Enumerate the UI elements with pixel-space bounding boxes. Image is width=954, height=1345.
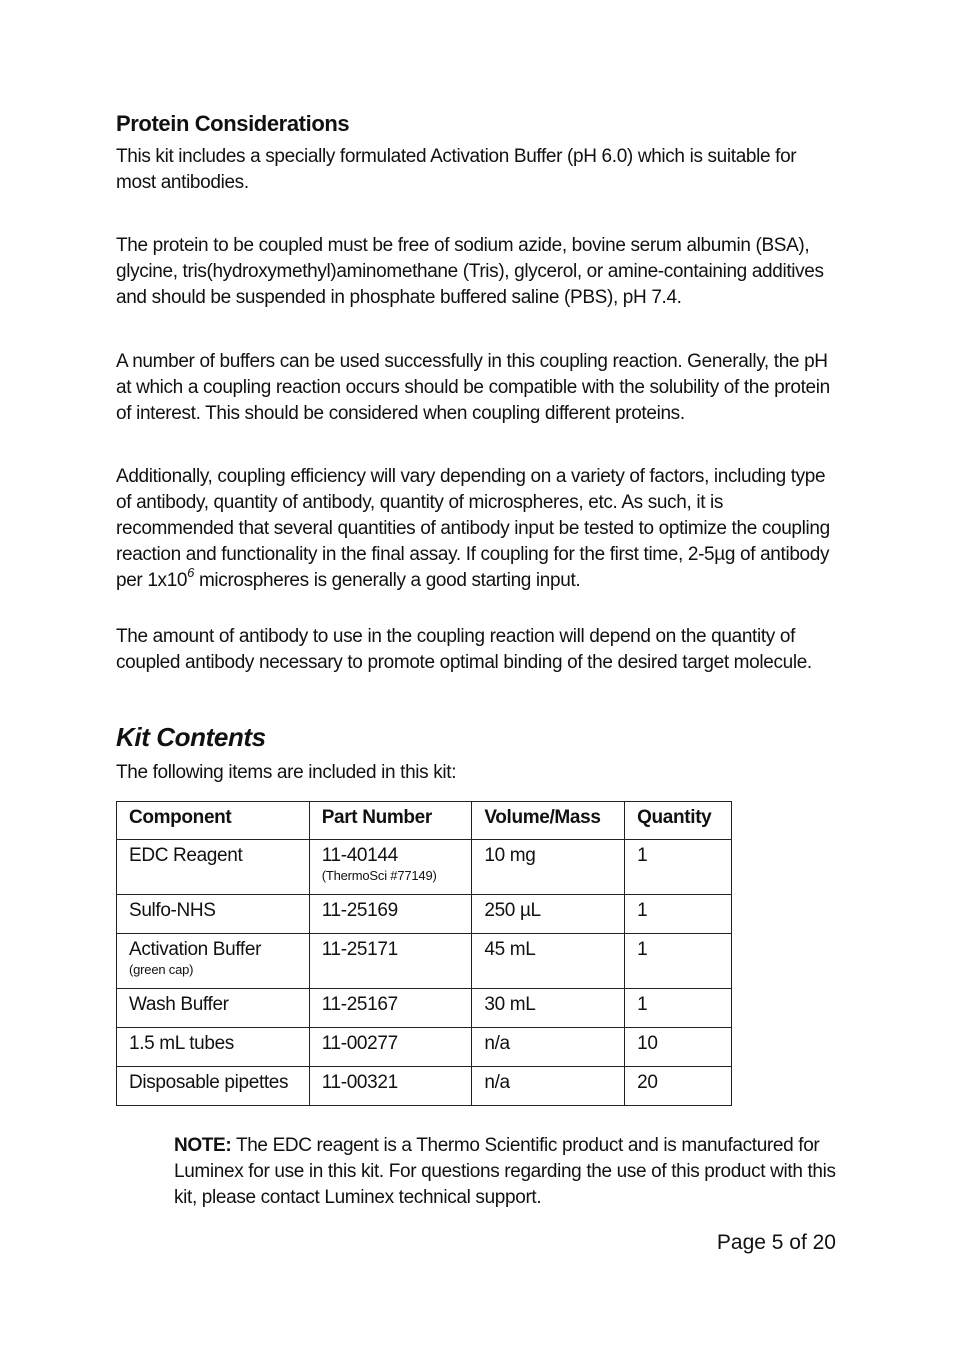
volume-cell: 30 mL	[472, 989, 625, 1028]
component-name: EDC Reagent	[129, 845, 243, 866]
component-cell: Wash Buffer	[117, 989, 310, 1028]
page-number: Page 5 of 20	[716, 1231, 836, 1254]
quantity-cell: 1	[625, 989, 732, 1028]
table-row	[117, 1028, 732, 1067]
part-number-cell: 11-25167	[309, 989, 472, 1028]
quantity-cell: 1	[625, 840, 732, 895]
volume-cell: n/a	[472, 1028, 625, 1067]
column-header: Quantity	[625, 802, 732, 840]
part-number-cell	[309, 840, 472, 895]
volume-cell: 250 µL	[472, 895, 625, 934]
protein-paragraph-3: A number of buffers can be used successfully in this coupling reaction. Generally, the pH at which a coupling reaction occurs should be compatible with the solubility of the protein of interest. This should be considered when coupling different proteins.	[116, 351, 830, 424]
quantity-cell: 20	[625, 1067, 732, 1106]
kit-contents-heading: Kit Contents	[116, 722, 266, 752]
kit-contents-table	[116, 801, 732, 1106]
component-cell: Disposable pipettes	[117, 1067, 310, 1106]
column-header: Component	[117, 802, 310, 840]
quantity-cell: 1	[625, 895, 732, 934]
part-number-cell: 11-25169	[309, 895, 472, 934]
edc-note	[174, 1133, 840, 1211]
part-number: 11-40144	[321, 845, 398, 866]
protein-paragraph-2: The protein to be coupled must be free of sodium azide, bovine serum albumin (BSA), glycine, tris(hydroxymethyl)aminomethane (Tris), glycerol, or amine-containing additives and should be suspended in phosphate buffered saline (PBS), pH 7.4.	[116, 235, 824, 308]
note-label: NOTE:	[174, 1135, 232, 1156]
protein-paragraph-1: This kit includes a specially formulated Activation Buffer (pH 6.0) which is suitable for most antibodies.	[116, 146, 797, 193]
part-number-cell: 11-25171	[309, 934, 472, 989]
component-note: (green cap)	[129, 962, 194, 977]
protein-paragraph-4	[116, 464, 840, 594]
volume-cell: 10 mg	[472, 840, 625, 895]
column-header: Volume/Mass	[472, 802, 625, 840]
protein-paragraph-4-text: Additionally, coupling efficiency will vary depending on a variety of factors, including type of antibody, quantity of antibody, quantity of microspheres, etc. As such, it is recommended that several quantities of antibody input be tested to optimize the coupling reaction and functionality in the final assay. If coupling for the first time, 2-5µg of antibody per 1x10	[116, 466, 830, 591]
part-number-cell: 11-00321	[309, 1067, 472, 1106]
note-text: The EDC reagent is a Thermo Scientific product and is manufactured for Luminex for use in this kit. For questions regarding the use of this product with this kit, please contact Luminex technical support.	[174, 1135, 836, 1208]
protein-paragraph-5: The amount of antibody to use in the coupling reaction will depend on the quantity of coupled antibody necessary to promote optimal binding of the desired target molecule.	[116, 626, 812, 673]
component-name: Activation Buffer	[129, 939, 262, 960]
table-row	[117, 1067, 732, 1106]
quantity-cell: 10	[625, 1028, 732, 1067]
table-header-row	[117, 802, 732, 840]
part-number-note: (ThermoSci #77149)	[321, 868, 437, 883]
component-cell: Sulfo-NHS	[117, 895, 310, 934]
component-cell: 1.5 mL tubes	[117, 1028, 310, 1067]
exponent: 6	[187, 565, 195, 580]
part-number-cell: 11-00277	[309, 1028, 472, 1067]
volume-cell: 45 mL	[472, 934, 625, 989]
table-row	[117, 934, 732, 989]
component-cell	[117, 934, 310, 989]
component-cell	[117, 840, 310, 895]
table-row	[117, 895, 732, 934]
protein-paragraph-4-tail: microspheres is generally a good starting input.	[194, 570, 581, 591]
column-header: Part Number	[309, 802, 472, 840]
quantity-cell: 1	[625, 934, 732, 989]
volume-cell: n/a	[472, 1067, 625, 1106]
table-row	[117, 840, 732, 895]
kit-contents-intro: The following items are included in this kit:	[116, 762, 457, 783]
table-row	[117, 989, 732, 1028]
protein-considerations-heading: Protein Considerations	[116, 111, 350, 136]
